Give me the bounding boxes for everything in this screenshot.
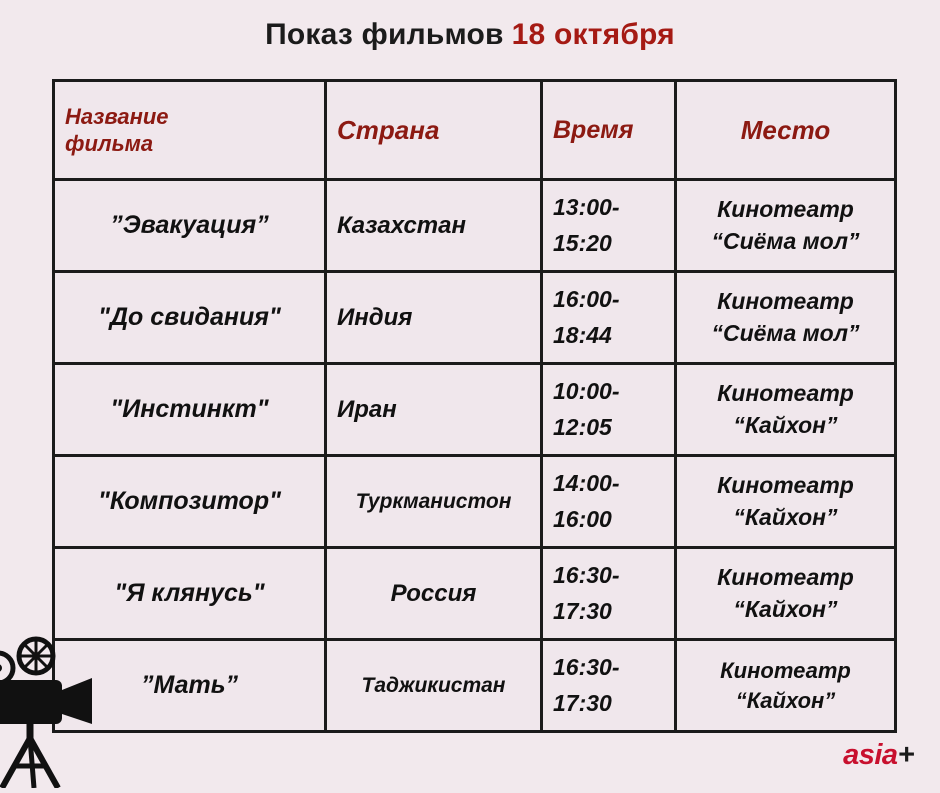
cell-place (676, 640, 896, 732)
column-header-film-line2: фильма (65, 131, 154, 156)
cell-film: ”Мать” (54, 640, 326, 732)
cell-place (676, 364, 896, 456)
cell-place-line1: Кинотеатр (720, 657, 851, 683)
schedule-table (52, 79, 897, 733)
cell-film: "До свидания" (54, 272, 326, 364)
cell-time-start: 14:00- (553, 469, 620, 496)
cell-film: "Инстинкт" (54, 364, 326, 456)
column-header-place: Место (676, 81, 896, 180)
cell-place-line2: “Кайхон” (733, 503, 838, 530)
film-projector-icon (0, 628, 150, 788)
cell-place (676, 272, 896, 364)
cell-time-end: 12:05 (553, 413, 612, 440)
table-body (54, 180, 896, 732)
table-header (54, 81, 896, 180)
table-row (54, 640, 896, 732)
cell-country: Иран (326, 364, 542, 456)
cell-time (542, 364, 676, 456)
cell-place-line2: “Кайхон” (733, 411, 838, 438)
logo-name: asia (843, 739, 898, 771)
page-title-date: 18 октября (511, 18, 675, 51)
cell-place (676, 180, 896, 272)
cell-time (542, 640, 676, 732)
cell-time (542, 456, 676, 548)
table-row (54, 364, 896, 456)
cell-place-line1: Кинотеатр (717, 472, 854, 499)
page-title (0, 0, 940, 64)
column-header-film-line1: Название (65, 103, 169, 129)
cell-time-start: 16:30- (553, 653, 620, 680)
cell-country: Казахстан (326, 180, 542, 272)
column-header-time: Время (542, 81, 676, 180)
cell-place-line2: “Сиёма мол” (711, 319, 860, 346)
cell-time-end: 17:30 (553, 689, 612, 716)
cell-film: "Композитор" (54, 456, 326, 548)
column-header-film (54, 81, 326, 180)
cell-country: Таджикистан (326, 640, 542, 732)
cell-time-end: 17:30 (553, 597, 612, 624)
table-header-row (54, 81, 896, 180)
cell-film: ”Эвакуация” (54, 180, 326, 272)
cell-place (676, 548, 896, 640)
cell-place-line2: “Кайхон” (733, 595, 838, 622)
cell-place-line1: Кинотеатр (717, 380, 854, 407)
cell-place-line2: “Сиёма мол” (711, 227, 860, 254)
cell-time-end: 15:20 (553, 229, 612, 256)
cell-place-line1: Кинотеатр (717, 564, 854, 591)
cell-time-start: 16:00- (553, 285, 620, 312)
table-row (54, 180, 896, 272)
cell-time-start: 10:00- (553, 377, 620, 404)
cell-time-start: 13:00- (553, 193, 620, 220)
cell-country: Туркманистон (326, 456, 542, 548)
cell-time-end: 18:44 (553, 321, 612, 348)
cell-time (542, 272, 676, 364)
cell-film: "Я клянусь" (54, 548, 326, 640)
cell-country: Индия (326, 272, 542, 364)
cell-time-start: 16:30- (553, 561, 620, 588)
table-row (54, 456, 896, 548)
cell-time (542, 548, 676, 640)
table-row (54, 272, 896, 364)
cell-place-line1: Кинотеатр (717, 196, 854, 223)
cell-time-end: 16:00 (553, 505, 612, 532)
table-row (54, 548, 896, 640)
cell-time (542, 180, 676, 272)
column-header-country: Страна (326, 81, 542, 180)
cell-country: Россия (326, 548, 542, 640)
cell-place-line1: Кинотеатр (717, 288, 854, 315)
cell-place-line2: “Кайхон” (735, 687, 836, 713)
cell-place (676, 456, 896, 548)
schedule-table-container (52, 79, 894, 733)
asia-plus-logo (843, 739, 914, 772)
page-title-main: Показ фильмов (265, 18, 504, 51)
logo-suffix: + (897, 739, 914, 771)
